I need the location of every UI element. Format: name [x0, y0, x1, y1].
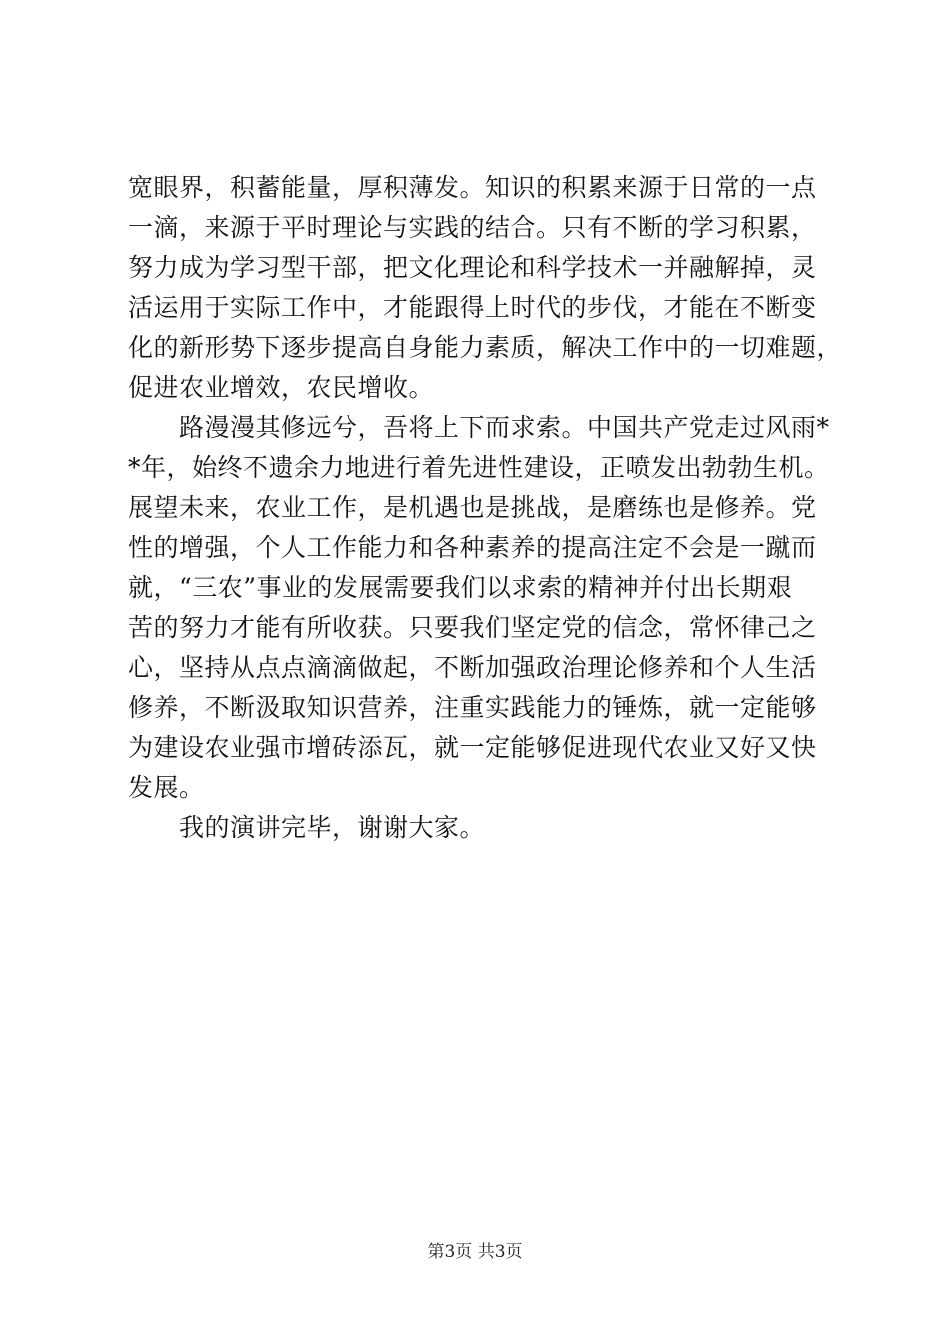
text-line: 心，坚持从点点滴滴做起，不断加强政治理论修养和个人生活 — [128, 653, 817, 682]
text-line: *年，始终不遗余力地进行着先进性建设，正喷发出勃勃生机。 — [128, 453, 830, 482]
text-line: 促进农业增效，农民增收。 — [128, 373, 435, 402]
text-line: 活运用于实际工作中，才能跟得上时代的步伐，才能在不断变 — [128, 293, 817, 322]
text-line: 性的增强，个人工作能力和各种素养的提高注定不会是一蹴而 — [128, 533, 817, 562]
text-line: 路漫漫其修远兮，吾将上下而求索。中国共产党走过风雨* — [128, 413, 830, 442]
text-line: 宽眼界，积蓄能量，厚积薄发。知识的积累来源于日常的一点 — [128, 173, 817, 202]
text-line: 我的演讲完毕，谢谢大家。 — [128, 813, 486, 842]
text-line: 修养，不断汲取知识营养，注重实践能力的锤炼，就一定能够 — [128, 693, 817, 722]
text-line: 为建设农业强市增砖添瓦，就一定能够促进现代农业又好又快 — [128, 733, 817, 762]
text-line: 一滴，来源于平时理论与实践的结合。只有不断的学习积累， — [128, 213, 817, 242]
text-line: 就，“三农”事业的发展需要我们以求索的精神并付出长期艰 — [128, 573, 793, 602]
text-line: 苦的努力才能有所收获。只要我们坚定党的信念，常怀律己之 — [128, 613, 817, 642]
text-line: 发展。 — [128, 773, 205, 802]
text-line: 化的新形势下逐步提高自身能力素质，解决工作中的一切难题， — [128, 333, 843, 362]
text-line: 努力成为学习型干部，把文化理论和科学技术一并融解掉，灵 — [128, 253, 817, 282]
page-number-footer: 第3页 共3页 — [427, 1242, 523, 1262]
text-line: 展望未来，农业工作，是机遇也是挑战，是磨练也是修养。党 — [128, 493, 817, 522]
